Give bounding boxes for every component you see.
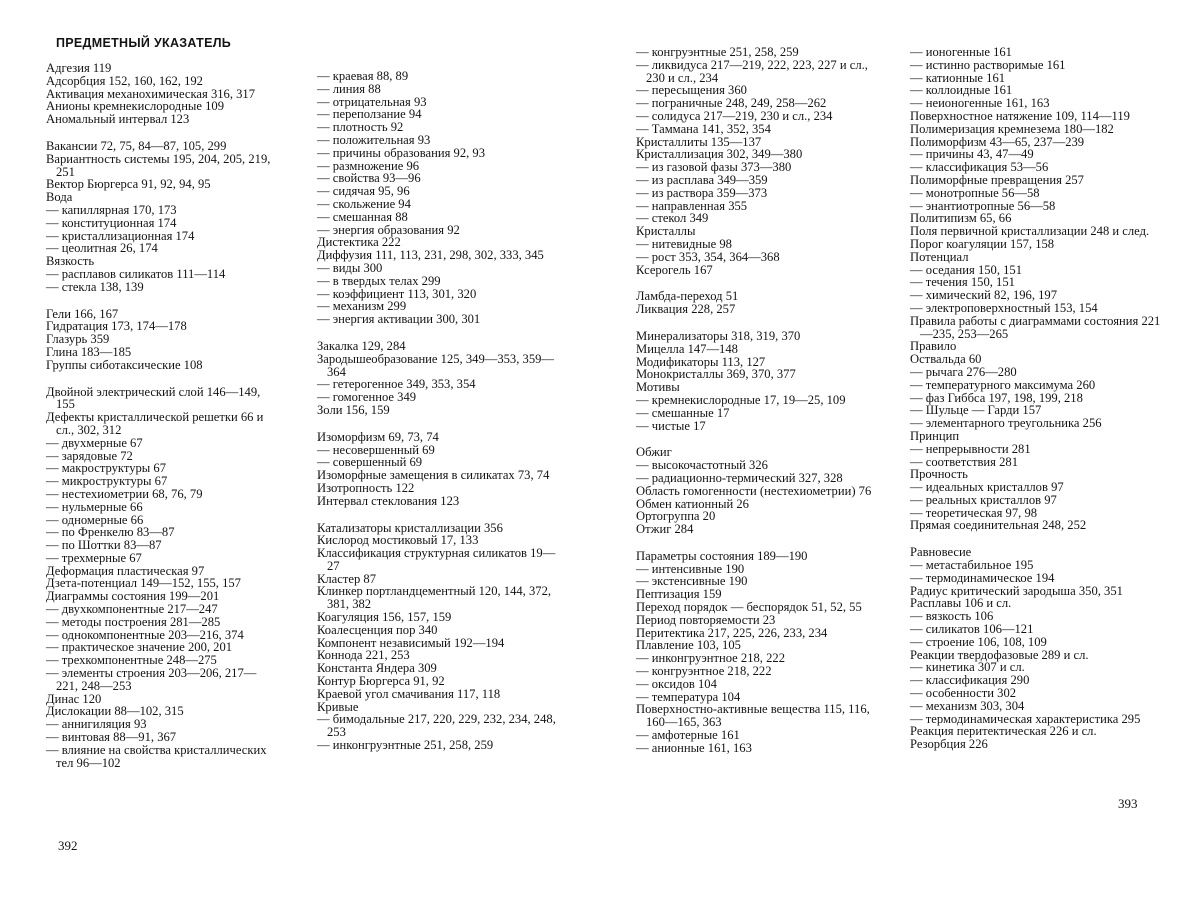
index-entry: Полимеризация кремнезема 180—182 xyxy=(910,121,1114,136)
index-entry: Ортогруппа 20 xyxy=(636,509,716,524)
index-entry: Параметры состояния 189—190 xyxy=(636,548,808,563)
index-entry: Вязкость xyxy=(46,254,95,269)
index-entry: — метастабильное 195 xyxy=(910,558,1034,573)
index-entry: — из газовой фазы 373—380 xyxy=(636,160,792,175)
index-entry: — вязкость 106 xyxy=(910,609,994,624)
index-entry: Монокристаллы 369, 370, 377 xyxy=(636,367,796,382)
index-entry: Кристаллы xyxy=(636,224,696,239)
index-entry: Динас 120 xyxy=(46,691,102,706)
index-entry: — течения 150, 151 xyxy=(910,275,1015,290)
index-entry: Период повторяемости 23 xyxy=(636,612,776,627)
index-entry: — стекол 349 xyxy=(636,211,709,226)
index-entry: — механизм 299 xyxy=(317,299,407,314)
index-entry: — особенности 302 xyxy=(910,686,1017,701)
index-entry: — методы построения 281—285 xyxy=(46,614,221,629)
index-entry: Поля первичной кристаллизации 248 и след. xyxy=(910,224,1150,239)
index-entry: — причины образования 92, 93 xyxy=(317,145,486,160)
index-entry: — коэффициент 113, 301, 320 xyxy=(317,286,477,301)
index-entry: — микроструктуры 67 xyxy=(46,474,168,489)
index-entry: — экстенсивные 190 xyxy=(636,574,748,589)
index-entry: — кремнекислородные 17, 19—25, 109 xyxy=(636,392,846,407)
index-group xyxy=(636,330,884,432)
index-entry: — линия 88 xyxy=(317,81,381,96)
index-column-3 xyxy=(636,46,884,755)
index-entry: — расплавов силикатов 111—114 xyxy=(46,266,226,281)
index-entry: — рычага 276—280 xyxy=(910,364,1017,379)
index-entry: Ксерогель 167 xyxy=(636,262,713,277)
index-entry: — смешанные 17 xyxy=(636,405,730,420)
index-entry: Полиморфные превращения 257 xyxy=(910,172,1084,187)
index-entry: — по Шоттки 83—87 xyxy=(46,538,162,553)
index-entry: — чистые 17 xyxy=(636,418,706,433)
index-entry: — интенсивные 190 xyxy=(636,561,745,576)
index-group xyxy=(636,46,884,276)
index-entry: — температура 104 xyxy=(636,689,741,704)
index-entry: Реакции твердофазовые 289 и сл. xyxy=(910,647,1089,662)
index-entry: — трехкомпонентные 248—275 xyxy=(46,653,217,668)
index-entry: — гетерогенное 349, 353, 354 xyxy=(317,377,476,392)
index-entry: — ликвидуса 217—219, 222, 223, 227 и сл., 230 и сл., 234 xyxy=(636,57,868,85)
index-entry: — положительная 93 xyxy=(317,132,431,147)
index-entry: Поверхностное натяжение 109, 114—119 xyxy=(910,108,1130,123)
index-entry: Дистектика 222 xyxy=(317,235,401,250)
index-entry: — солидуса 217—219, 230 и сл., 234 xyxy=(636,108,833,123)
index-entry: — нульмерные 66 xyxy=(46,499,143,514)
index-entry: — смешанная 88 xyxy=(317,209,408,224)
index-entry: — классификация 290 xyxy=(910,673,1030,688)
index-entry: Вакансии 72, 75, 84—87, 105, 299 xyxy=(46,138,227,153)
index-entry: — пограничные 248, 249, 258—262 xyxy=(636,96,827,111)
index-entry: Вариантность системы 195, 204, 205, 219, 251 xyxy=(46,151,271,179)
index-entry: — непрерывности 281 xyxy=(910,441,1031,456)
index-entry: — двухкомпонентные 217—247 xyxy=(46,602,218,617)
index-entry: — размножение 96 xyxy=(317,158,420,173)
index-entry: Дислокации 88—102, 315 xyxy=(46,704,184,719)
index-entry: — соответствия 281 xyxy=(910,454,1018,469)
index-entry: Диаграммы состояния 199—201 xyxy=(46,589,220,604)
index-entry: Потенциал xyxy=(910,249,969,264)
index-group xyxy=(317,340,563,417)
index-entry: — нестехиометрии 68, 76, 79 xyxy=(46,486,203,501)
index-entry: Кристаллизация 302, 349—380 xyxy=(636,147,803,162)
index-entry: Прочность xyxy=(910,467,968,482)
index-entry: Равновесие xyxy=(910,545,972,560)
index-entry: Поверхностно-активные вещества 115, 116, 160—165, 363 xyxy=(636,702,870,730)
index-entry: Плавление 103, 105 xyxy=(636,638,741,653)
index-entry: — элементы строения 203—206, 217—221, 248—253 xyxy=(46,666,257,693)
index-entry: — термодинамическое 194 xyxy=(910,570,1055,585)
index-entry: — по Френкелю 83—87 xyxy=(46,525,175,540)
index-entry: Отжиг 284 xyxy=(636,522,694,537)
index-group xyxy=(910,546,1162,751)
index-entry: — высокочастотный 326 xyxy=(636,458,768,473)
index-entry: Радиус критический зародыша 350, 351 xyxy=(910,583,1123,598)
index-group xyxy=(46,308,278,372)
index-group xyxy=(910,46,1162,532)
index-entry: — конгруэнтные 251, 258, 259 xyxy=(636,45,799,59)
index-entry: — бимодальные 217, 220, 229, 232, 234, 248, 253 xyxy=(317,712,556,740)
index-entry: Мицелла 147—148 xyxy=(636,341,738,356)
index-entry: Принцип xyxy=(910,428,960,443)
index-entry: — в твердых телах 299 xyxy=(317,273,441,288)
index-entry: Обмен катионный 26 xyxy=(636,496,749,511)
index-entry: Ламбда-переход 51 xyxy=(636,289,739,304)
index-entry: Коагуляция 156, 157, 159 xyxy=(317,610,452,625)
index-group xyxy=(317,70,563,326)
index-entry: — анионные 161, 163 xyxy=(636,740,752,755)
index-column-2 xyxy=(317,70,563,752)
index-entry: Двойной электрический слой 146—149, 155 xyxy=(46,384,261,412)
index-entry: Деформация пластическая 97 xyxy=(46,563,205,578)
index-entry: — винтовая 88—91, 367 xyxy=(46,730,177,745)
index-entry: — амфотерные 161 xyxy=(636,728,740,743)
index-entry: — химический 82, 196, 197 xyxy=(910,288,1058,303)
index-entry: Краевой угол смачивания 117, 118 xyxy=(317,686,501,701)
index-entry: Ликвация 228, 257 xyxy=(636,302,736,317)
index-entry: — идеальных кристаллов 97 xyxy=(910,480,1064,495)
index-entry: Глазурь 359 xyxy=(46,332,110,347)
index-entry: Оствальда 60 xyxy=(910,352,982,367)
index-entry: Прямая соединительная 248, 252 xyxy=(910,518,1087,533)
index-entry: Катализаторы кристаллизации 356 xyxy=(317,520,503,535)
index-entry: Реакция перитектическая 226 и сл. xyxy=(910,724,1097,739)
index-entry: — конституционная 174 xyxy=(46,215,177,230)
page-number-left: 392 xyxy=(58,838,78,853)
index-entry: — радиационно-термический 327, 328 xyxy=(636,470,843,485)
index-entry: Дефекты кристаллической решетки 66 и сл., 302, 312 xyxy=(46,410,264,437)
index-entry: Группы сиботаксические 108 xyxy=(46,357,203,372)
index-entry: Правило xyxy=(910,339,957,354)
index-entry: Перитектика 217, 225, 226, 233, 234 xyxy=(636,625,828,640)
index-entry: — электроповерхностный 153, 154 xyxy=(910,300,1098,315)
index-entry: — кристаллизационная 174 xyxy=(46,228,195,243)
index-entry: — катионные 161 xyxy=(910,70,1006,85)
index-entry: Переход порядок — беспорядок 51, 52, 55 xyxy=(636,600,862,615)
index-entry: Гели 166, 167 xyxy=(46,306,119,321)
index-column-1 xyxy=(46,62,278,769)
index-entry: Закалка 129, 284 xyxy=(317,338,406,353)
index-entry: — оседания 150, 151 xyxy=(910,262,1023,277)
index-entry: — реальных кристаллов 97 xyxy=(910,492,1057,507)
index-group xyxy=(46,62,278,126)
index-entry: — влияние на свойства кристаллических тел 96—102 xyxy=(46,742,267,770)
index-entry: — фаз Гиббса 197, 198, 199, 218 xyxy=(910,390,1083,405)
index-entry: — отрицательная 93 xyxy=(317,94,427,109)
index-group xyxy=(317,431,563,508)
index-entry: — двухмерные 67 xyxy=(46,435,143,450)
index-entry: — цеолитная 26, 174 xyxy=(46,241,158,256)
index-entry: Контур Бюргерса 91, 92 xyxy=(317,674,445,689)
index-entry: Обжиг xyxy=(636,445,672,460)
index-entry: Резорбция 226 xyxy=(910,737,988,752)
index-entry: — нитевидные 98 xyxy=(636,236,732,251)
index-entry: — рост 353, 354, 364—368 xyxy=(636,249,780,264)
index-entry: — механизм 303, 304 xyxy=(910,698,1025,713)
index-entry: — из расплава 349—359 xyxy=(636,172,768,187)
index-entry: Зародышеобразование 125, 349—353, 359—364 xyxy=(317,351,555,379)
index-entry: — коллоидные 161 xyxy=(910,83,1013,98)
index-entry: Полиморфизм 43—65, 237—239 xyxy=(910,134,1085,149)
index-entry: — инконгруэнтное 218, 222 xyxy=(636,651,785,666)
index-entry: — энантиотропные 56—58 xyxy=(910,198,1056,213)
index-entry: Кластер 87 xyxy=(317,571,376,586)
index-group xyxy=(46,386,278,770)
index-entry: — конгруэнтное 218, 222 xyxy=(636,664,772,679)
index-entry: — оксидов 104 xyxy=(636,676,717,691)
index-entry: Изотропность 122 xyxy=(317,480,415,495)
index-entry: — температурного максимума 260 xyxy=(910,377,1096,392)
index-entry: Аномальный интервал 123 xyxy=(46,112,190,127)
index-entry: Пептизация 159 xyxy=(636,587,722,602)
index-entry: — силикатов 106—121 xyxy=(910,622,1034,637)
index-group xyxy=(46,140,278,294)
index-entry: — стекла 138, 139 xyxy=(46,279,144,294)
index-entry: — трехмерные 67 xyxy=(46,550,142,565)
index-entry: — энергия образования 92 xyxy=(317,222,460,237)
index-entry: Классификация структурная силикатов 19—27 xyxy=(317,546,556,573)
index-entry: Анионы кремнекислородные 109 xyxy=(46,99,225,114)
index-entry: Глина 183—185 xyxy=(46,344,132,359)
index-entry: Вектор Бюргерса 91, 92, 94, 95 xyxy=(46,177,211,192)
index-entry: — виды 300 xyxy=(317,260,383,275)
index-group xyxy=(636,290,884,316)
index-entry: Политипизм 65, 66 xyxy=(910,211,1012,226)
index-entry: — Таммана 141, 352, 354 xyxy=(636,121,771,136)
index-entry: — инконгруэнтные 251, 258, 259 xyxy=(317,738,494,753)
index-group xyxy=(317,522,563,752)
index-entry: — из раствора 359—373 xyxy=(636,185,768,200)
index-entry: Мотивы xyxy=(636,380,680,395)
index-entry: — теоретическая 97, 98 xyxy=(910,505,1038,520)
index-entry: — энергия активации 300, 301 xyxy=(317,312,481,327)
index-entry: — несовершенный 69 xyxy=(317,442,435,457)
index-entry: — однокомпонентные 203—216, 374 xyxy=(46,627,244,642)
index-entry: Кривые xyxy=(317,699,359,714)
index-entry: — гомогенное 349 xyxy=(317,390,417,405)
index-entry: Коннода 221, 253 xyxy=(317,648,410,663)
index-entry: — монотропные 56—58 xyxy=(910,185,1040,200)
index-entry: — элементарного треугольника 256 xyxy=(910,416,1102,431)
index-entry: Адсорбция 152, 160, 162, 192 xyxy=(46,73,203,88)
index-entry: Адгезия 119 xyxy=(46,61,112,75)
page-number-right: 393 xyxy=(1118,796,1138,811)
index-entry: Кристаллиты 135—137 xyxy=(636,134,762,149)
index-group xyxy=(636,550,884,755)
index-entry: Изоморфные замещения в силикатах 73, 74 xyxy=(317,468,550,483)
index-entry: Кислород мостиковый 17, 133 xyxy=(317,533,479,548)
index-entry: — пересыщения 360 xyxy=(636,83,747,98)
index-entry: Золи 156, 159 xyxy=(317,402,390,417)
index-entry: — сидячая 95, 96 xyxy=(317,184,410,199)
index-entry: — плотность 92 xyxy=(317,120,404,135)
index-entry: — ионогенные 161 xyxy=(910,45,1012,59)
index-entry: Компонент независимый 192—194 xyxy=(317,635,505,650)
index-entry: — строение 106, 108, 109 xyxy=(910,634,1047,649)
index-entry: Вода xyxy=(46,190,73,205)
index-entry: — одномерные 66 xyxy=(46,512,144,527)
index-entry: Модификаторы 113, 127 xyxy=(636,354,766,369)
index-entry: Диффузия 111, 113, 231, 298, 302, 333, 345 xyxy=(317,248,544,263)
index-entry: Порог коагуляции 157, 158 xyxy=(910,236,1055,251)
index-entry: Активация механохимическая 316, 317 xyxy=(46,86,256,101)
index-entry: — скольжение 94 xyxy=(317,196,411,211)
index-entry: Область гомогенности (нестехиометрии) 76 xyxy=(636,483,872,498)
index-entry: — причины 43, 47—49 xyxy=(910,147,1034,162)
index-entry: Дзета-потенциал 149—152, 155, 157 xyxy=(46,576,241,591)
index-entry: Правила работы с диаграммами состояния 221—235, 253—265 xyxy=(910,313,1161,341)
index-entry: Минерализаторы 318, 319, 370 xyxy=(636,328,801,343)
index-entry: — практическое значение 200, 201 xyxy=(46,640,233,655)
index-entry: Константа Яндера 309 xyxy=(317,661,437,676)
index-entry: — краевая 88, 89 xyxy=(317,69,409,83)
index-entry: — термодинамическая характеристика 295 xyxy=(910,711,1141,726)
index-entry: — переползание 94 xyxy=(317,107,422,122)
index-entry: — Шульце — Гарди 157 xyxy=(910,403,1042,418)
index-entry: — направленная 355 xyxy=(636,198,748,213)
index-entry: — кинетика 307 и сл. xyxy=(910,660,1025,675)
index-entry: Коалесценция пор 340 xyxy=(317,622,438,637)
index-entry: — аннигиляция 93 xyxy=(46,717,147,732)
index-entry: Изоморфизм 69, 73, 74 xyxy=(317,429,439,444)
index-column-4 xyxy=(910,46,1162,751)
index-entry: — истинно растворимые 161 xyxy=(910,57,1066,72)
index-entry: — свойства 93—96 xyxy=(317,171,421,186)
index-group xyxy=(636,446,884,536)
index-entry: — неионогенные 161, 163 xyxy=(910,96,1050,111)
index-entry: — макроструктуры 67 xyxy=(46,461,167,476)
index-entry: — капиллярная 170, 173 xyxy=(46,202,177,217)
index-entry: Клинкер портландцементный 120, 144, 372, 381, 382 xyxy=(317,584,552,612)
page-title: ПРЕДМЕТНЫЙ УКАЗАТЕЛЬ xyxy=(56,36,232,50)
index-entry: Интервал стеклования 123 xyxy=(317,493,460,508)
index-entry: — зарядовые 72 xyxy=(46,448,133,463)
index-entry: — классификация 53—56 xyxy=(910,160,1049,175)
index-entry: — совершенный 69 xyxy=(317,455,423,470)
index-entry: Гидратация 173, 174—178 xyxy=(46,319,187,334)
index-entry: Расплавы 106 и сл. xyxy=(910,596,1012,611)
